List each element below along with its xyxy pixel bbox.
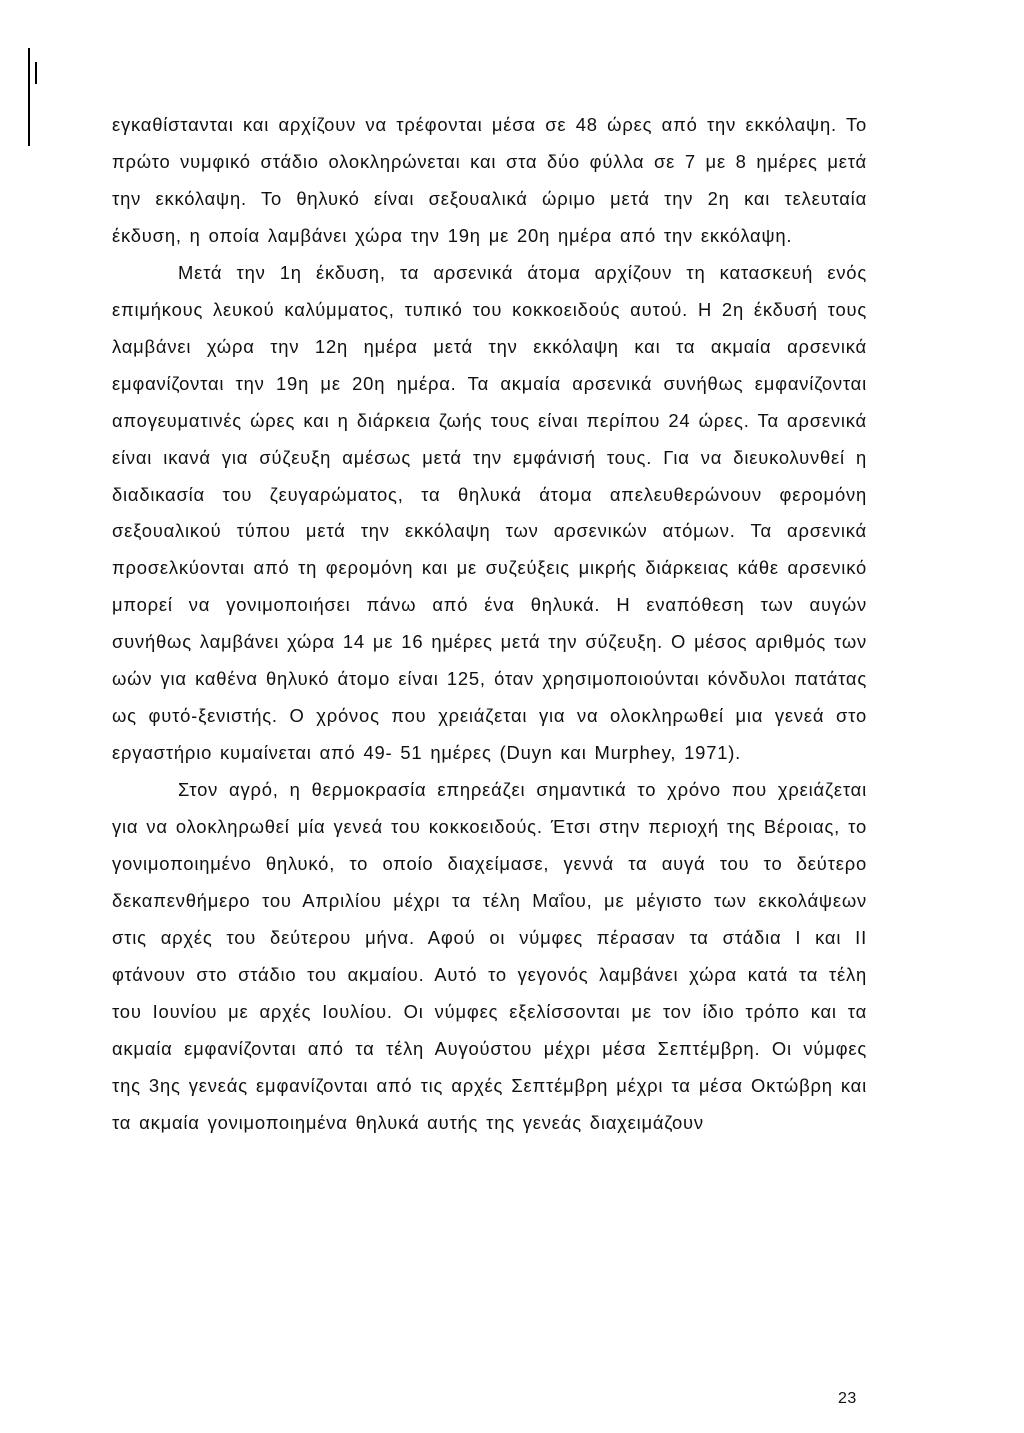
paragraph-1: εγκαθίστανται και αρχίζουν να τρέφονται μέσα σε 48 ώρες από την εκκόλαψη. Το πρώτο νυμφικό στάδιο ολοκληρώνεται και στα δύο φύλλα σε 7 με 8 ημέρες μετά την εκκόλαψη. Το θηλυκό είναι σεξουαλικά ώριμο μετά την 2η και τελευταία έκδυση, η οποία λαμβάνει χώρα την 19η με 20η ημέρα από την εκκόλαψη. <box>112 114 867 246</box>
body-text <box>112 107 867 1142</box>
margin-rule-short <box>35 62 37 84</box>
page-number: 23 <box>838 1390 857 1407</box>
margin-rule <box>28 48 30 146</box>
paragraph-3: Στον αγρό, η θερμοκρασία επηρεάζει σημαντικά το χρόνο που χρειάζεται για να ολοκληρωθεί μία γενεά του κοκκοειδούς. Έτσι στην περιοχή της Βέροιας, το γονιμοποιημένο θηλυκό, το οποίο διαχείμασε, γεννά τα αυγά του το δεύτερο δεκαπενθήμερο του Απριλίου μέχρι τα τέλη Μαΐου, με μέγιστο των εκκολάψεων στις αρχές του δεύτερου μήνα. Αφού οι νύμφες πέρασαν τα στάδια Ι και ΙΙ φτάνουν στο στάδιο του ακμαίου. Αυτό το γεγονός λαμβάνει χώρα κατά τα τέλη του Ιουνίου με αρχές Ιουλίου. Οι νύμφες εξελίσσονται με τον ίδιο τρόπο και τα ακμαία εμφανίζονται από τα τέλη Αυγούστου μέχρι μέσα Σεπτέμβρη. Οι νύμφες της 3ης γενεάς εμφανίζονται από τις αρχές Σεπτέμβρη μέχρι τα μέσα Οκτώβρη και τα ακμαία γονιμοποιημένα θηλυκά αυτής της γενεάς διαχειμάζουν <box>112 779 867 1133</box>
paragraph-2: Μετά την 1η έκδυση, τα αρσενικά άτομα αρχίζουν τη κατασκευή ενός επιμήκους λευκού καλύμματος, τυπικό του κοκκοειδούς αυτού. Η 2η έκδυσή τους λαμβάνει χώρα την 12η ημέρα μετά την εκκόλαψη και τα ακμαία αρσενικά εμφανίζονται την 19η με 20η ημέρα. Τα ακμαία αρσενικά συνήθως εμφανίζονται απογευματινές ώρες και η διάρκεια ζωής τους είναι περίπου 24 ώρες. Τα αρσενικά είναι ικανά για σύζευξη αμέσως μετά την εμφάνισή τους. Για να διευκολυνθεί η διαδικασία του ζευγαρώματος, τα θηλυκά άτομα απελευθερώνουν φερομόνη σεξουαλικού τύπου μετά την εκκόλαψη των αρσενικών ατόμων. Τα αρσενικά προσελκύονται από τη φερομόνη και με συζεύξεις μικρής διάρκειας κάθε αρσενικό μπορεί να γονιμοποιήσει πάνω από ένα θηλυκά. Η εναπόθεση των αυγών συνήθως λαμβάνει χώρα 14 με 16 ημέρες μετά την σύζευξη. Ο μέσος αριθμός των ωών για καθένα θηλυκό άτομο είναι 125, όταν χρησιμοποιούνται κόνδυλοι πατάτας ως φυτό-ξενιστής. Ο χρόνος που χρειάζεται για να ολοκληρωθεί μια γενεά στο εργαστήριο κυμαίνεται από 49- 51 ημέρες (Duyn και Murphey, 1971). <box>112 261 867 764</box>
